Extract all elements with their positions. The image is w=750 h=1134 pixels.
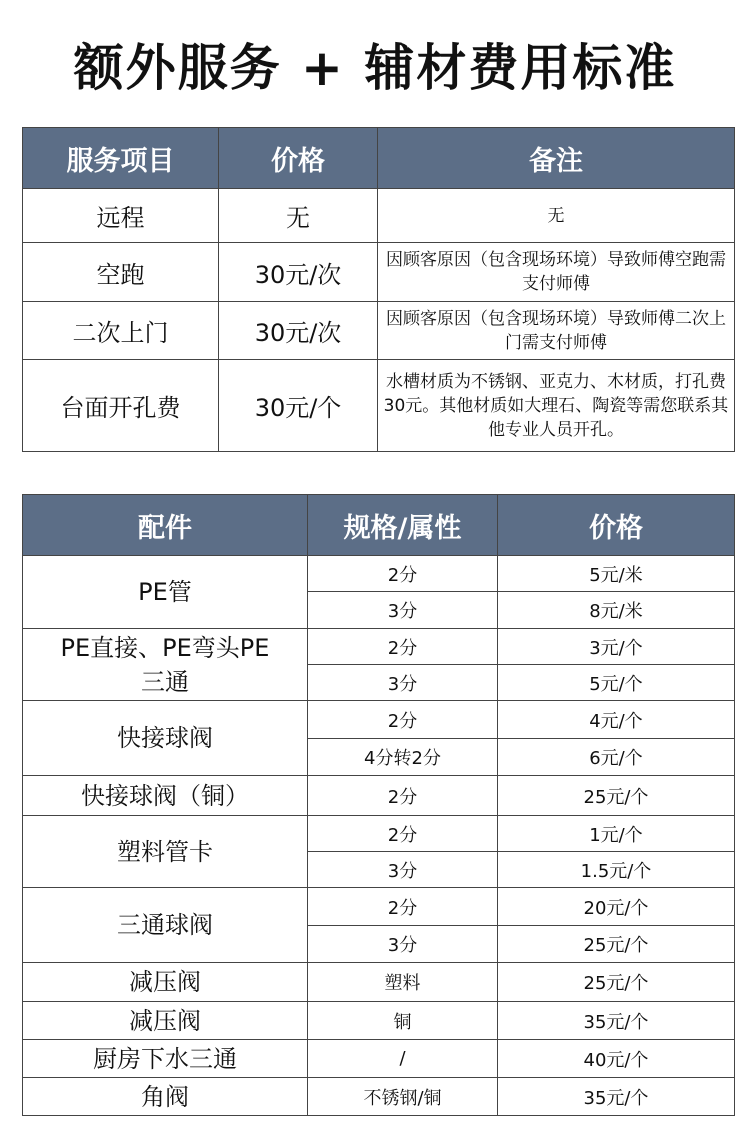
header-part: 配件 <box>23 495 308 556</box>
part-name-cell: 快接球阀（铜） <box>23 776 308 816</box>
part-spec-cell: 铜 <box>308 1002 498 1040</box>
part-spec-cell: 不锈钢/铜 <box>308 1078 498 1116</box>
part-price-cell: 25元/个 <box>498 776 735 816</box>
header-spec: 规格/属性 <box>308 495 498 556</box>
part-price-cell: 20元/个 <box>498 888 735 926</box>
parts-fee-table <box>22 494 735 1116</box>
header-part-price: 价格 <box>498 495 735 556</box>
table-row <box>23 1002 735 1040</box>
service-note-cell: 水槽材质为不锈钢、亚克力、木材质，打孔费30元。其他材质如大理石、陶瓷等需您联系其他专业人员开孔。 <box>378 360 735 452</box>
part-price-cell: 25元/个 <box>498 963 735 1002</box>
part-name-cell: 塑料管卡 <box>23 816 308 888</box>
part-spec-cell: 2分 <box>308 629 498 665</box>
table-row <box>23 816 735 852</box>
service-note-cell: 无 <box>378 189 735 243</box>
table-row <box>23 776 735 816</box>
service-price-cell: 30元/次 <box>219 243 378 302</box>
part-spec-cell: 3分 <box>308 926 498 963</box>
part-price-cell: 8元/米 <box>498 592 735 629</box>
part-price-cell: 5元/米 <box>498 556 735 592</box>
part-price-cell: 3元/个 <box>498 629 735 665</box>
table-row <box>23 360 735 452</box>
service-price-cell: 无 <box>219 189 378 243</box>
table-row <box>23 888 735 926</box>
part-spec-cell: 3分 <box>308 592 498 629</box>
part-price-cell: 40元/个 <box>498 1040 735 1078</box>
part-spec-cell: 3分 <box>308 852 498 888</box>
service-item-cell: 远程 <box>23 189 219 243</box>
service-item-cell: 台面开孔费 <box>23 360 219 452</box>
part-price-cell: 6元/个 <box>498 739 735 776</box>
part-spec-cell: 4分转2分 <box>308 739 498 776</box>
part-spec-cell: 2分 <box>308 556 498 592</box>
service-price-cell: 30元/次 <box>219 302 378 360</box>
part-price-cell: 25元/个 <box>498 926 735 963</box>
table-row <box>23 1040 735 1078</box>
part-price-cell: 35元/个 <box>498 1002 735 1040</box>
part-name-cell: 三通球阀 <box>23 888 308 963</box>
part-name-cell: 减压阀 <box>23 1002 308 1040</box>
table-header-row <box>23 128 735 189</box>
part-name-cell: 快接球阀 <box>23 701 308 776</box>
table-header-row <box>23 495 735 556</box>
header-service-item: 服务项目 <box>23 128 219 189</box>
service-note-cell: 因顾客原因（包含现场环境）导致师傅二次上门需支付师傅 <box>378 302 735 360</box>
service-note-cell: 因顾客原因（包含现场环境）导致师傅空跑需支付师傅 <box>378 243 735 302</box>
part-spec-cell: / <box>308 1040 498 1078</box>
table-row <box>23 1078 735 1116</box>
part-price-cell: 1元/个 <box>498 816 735 852</box>
table-row <box>23 963 735 1002</box>
service-item-cell: 空跑 <box>23 243 219 302</box>
table-row <box>23 189 735 243</box>
part-spec-cell: 2分 <box>308 776 498 816</box>
part-price-cell: 4元/个 <box>498 701 735 739</box>
part-name-cell: 减压阀 <box>23 963 308 1002</box>
table-row <box>23 243 735 302</box>
page-title: 额外服务 + 辅材费用标准 <box>73 39 677 97</box>
part-spec-cell: 2分 <box>308 888 498 926</box>
table-row <box>23 629 735 665</box>
service-item-cell: 二次上门 <box>23 302 219 360</box>
part-name-cell: 厨房下水三通 <box>23 1040 308 1078</box>
part-name-cell: PE管 <box>23 556 308 629</box>
part-spec-cell: 2分 <box>308 701 498 739</box>
part-name-cell: 角阀 <box>23 1078 308 1116</box>
part-price-cell: 35元/个 <box>498 1078 735 1116</box>
service-price-cell: 30元/个 <box>219 360 378 452</box>
part-price-cell: 5元/个 <box>498 665 735 701</box>
part-price-cell: 1.5元/个 <box>498 852 735 888</box>
table-row <box>23 556 735 592</box>
table-row <box>23 302 735 360</box>
part-spec-cell: 塑料 <box>308 963 498 1002</box>
header-price: 价格 <box>219 128 378 189</box>
part-name-line: PE直接、PE弯头PE三通 <box>60 633 270 696</box>
part-spec-cell: 3分 <box>308 665 498 701</box>
table-row <box>23 701 735 739</box>
part-name-cell <box>23 629 308 701</box>
service-fee-table <box>22 127 735 452</box>
header-remark: 备注 <box>378 128 735 189</box>
part-spec-cell: 2分 <box>308 816 498 852</box>
